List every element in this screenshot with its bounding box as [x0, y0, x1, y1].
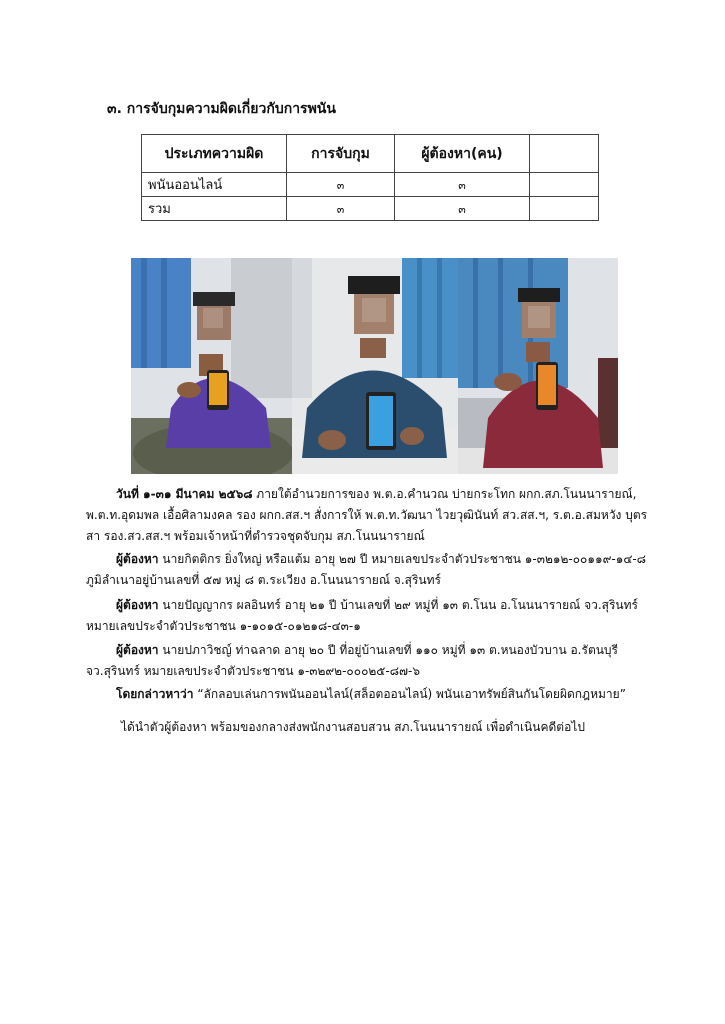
- arrest-stats-table: [141, 134, 599, 221]
- suspect-photo-2: [292, 258, 458, 474]
- report-text: สา รอง.สว.สส.ฯ พร้อมเจ้าหน้าที่ตำรวจชุดจับกุม สภ.โนนนารายณ์: [86, 529, 425, 543]
- suspect-paragraph-2: [86, 595, 652, 637]
- table-cell: [530, 173, 599, 197]
- table-cell: ๓: [287, 173, 395, 197]
- table-cell: รวม: [142, 197, 287, 221]
- column-header-arrests: การจับกุม: [287, 135, 395, 173]
- phone-screen: [209, 373, 227, 405]
- section-heading: ๓. การจับกุมความผิดเกี่ยวกับการพนัน: [107, 101, 336, 117]
- table-cell: [530, 197, 599, 221]
- phone-screen: [369, 396, 393, 446]
- suspect-paragraph-1: [86, 549, 652, 591]
- closing-paragraph: [86, 717, 652, 738]
- table-row: [142, 173, 599, 197]
- table-row: [142, 197, 599, 221]
- closing-text: ได้นำตัวผู้ต้องหา พร้อมของกลางส่งพนักงานสอบสวน สภ.โนนนารายณ์ เพื่อดำเนินคดีต่อไป: [121, 720, 585, 734]
- table-cell: พนันออนไลน์: [142, 173, 287, 197]
- column-header-suspects: ผู้ต้องหา(คน): [395, 135, 530, 173]
- table-cell: ๓: [287, 197, 395, 221]
- report-text: นายกิตติกร ยิ่งใหญ่ หรือแต้ม อายุ ๒๗ ปี หมายเลขประจำตัวประชาชน ๑-๓๒๑๒-๐๐๑๑๙-๑๔-๘: [158, 552, 647, 566]
- phone-screen: [538, 365, 556, 405]
- charge-paragraph: [86, 684, 652, 705]
- report-text: จว.สุรินทร์ หมายเลขประจำตัวประชาชน ๑-๓๒๙๒-๐๐๐๒๕-๘๗-๖: [86, 664, 420, 678]
- date-label: วันที่ ๑-๓๑ มีนาคม ๒๕๖๘: [116, 487, 253, 501]
- suspect-photo-1: [131, 258, 292, 474]
- report-text: ภูมิลำเนาอยู่บ้านเลขที่ ๕๗ หมู่ ๘ ต.ระเวียง อ.โนนนารายณ์ จ.สุรินทร์: [86, 573, 441, 587]
- suspect-photo-3: [458, 258, 618, 474]
- suspect-label: ผู้ต้องหา: [116, 643, 159, 657]
- report-text: หมายเลขประจำตัวประชาชน ๑-๑๐๑๕-๐๑๒๑๘-๔๓-๑: [86, 619, 361, 633]
- column-header-empty: [530, 135, 599, 173]
- report-text: พ.ต.ท.อุดมพล เอื้อศิลามงคล รอง ผกก.สส.ฯ สั่งการให้ พ.ต.ท.วัฒนา ไวยวุฒินันท์ สว.สส.ฯ, ร.ต.อ.สมหวัง บุตร: [86, 508, 648, 522]
- suspect-paragraph-3: [86, 640, 652, 682]
- suspect-label: ผู้ต้องหา: [116, 552, 159, 566]
- charge-text: “ลักลอบเล่นการพนันออนไลน์(สล็อตออนไลน์) พนันเอาทรัพย์สินกันโดยผิดกฎหมาย”: [193, 687, 626, 701]
- table-cell: ๓: [395, 173, 530, 197]
- suspect-label: ผู้ต้องหา: [116, 598, 159, 612]
- charge-label: โดยกล่าวหาว่า: [116, 687, 194, 701]
- table-header-row: [142, 135, 599, 173]
- report-text: นายปัญญากร ผลอินทร์ อายุ ๒๑ ปี บ้านเลขที่ ๒๙ หมู่ที่ ๑๓ ต.โนน อ.โนนนารายณ์ จว.สุรินทร์: [158, 598, 638, 612]
- report-text: นายปภาวิชญ์ ท่าฉลาด อายุ ๒๐ ปี ที่อยู่บ้านเลขที่ ๑๑๐ หมู่ที่ ๑๓ ต.หนองบัวบาน อ.รัตนบุรี: [158, 643, 618, 657]
- column-header-offense-type: ประเภทความผิด: [142, 135, 287, 173]
- report-text: ภายใต้อำนวยการของ พ.ต.อ.คำนวณ บ่ายกระโทก ผกก.สภ.โนนนารายณ์,: [252, 487, 637, 501]
- table-cell: ๓: [395, 197, 530, 221]
- report-paragraph-1: [86, 484, 652, 547]
